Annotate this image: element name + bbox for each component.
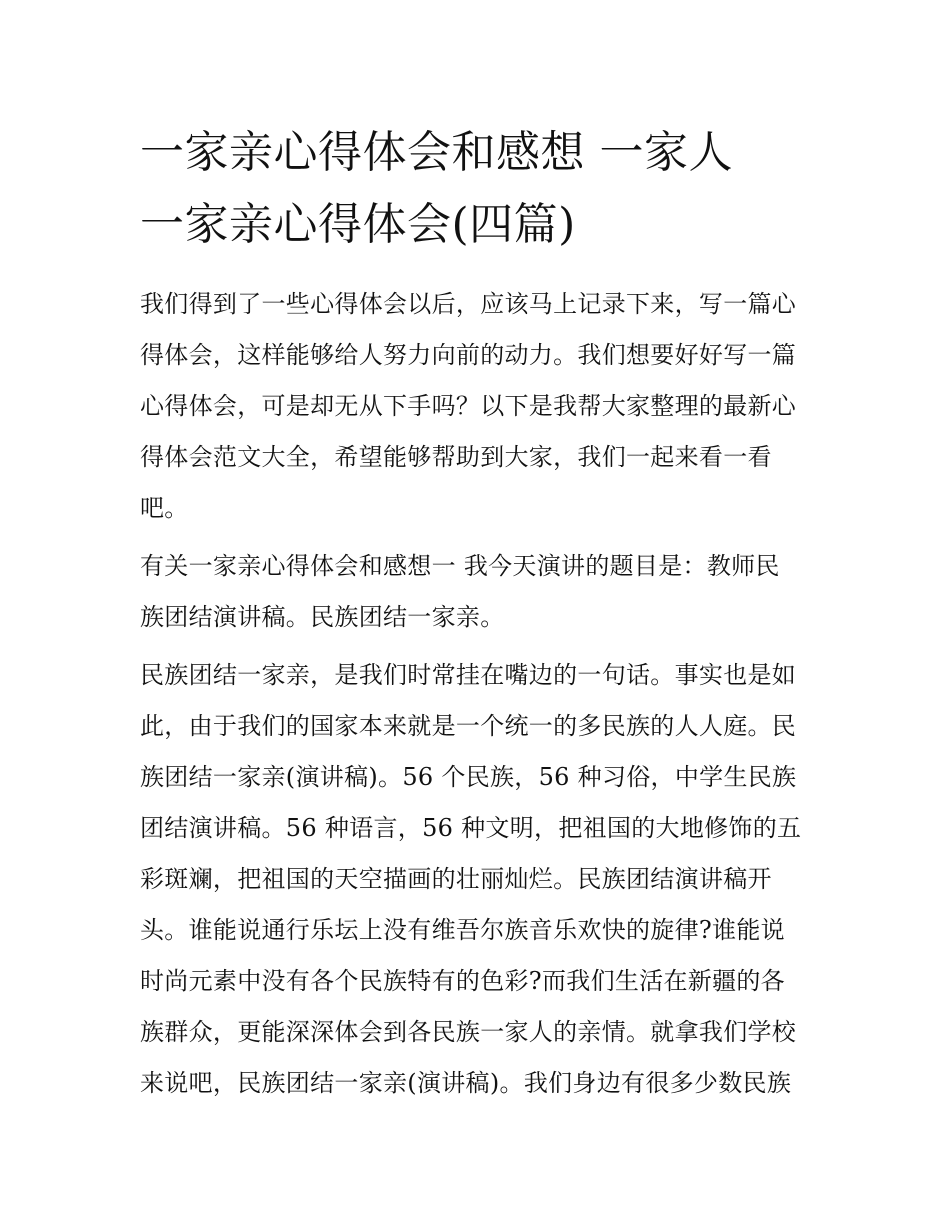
text-line: 得体会范文大全，希望能够帮助到大家，我们一起来看一看 xyxy=(140,443,772,471)
text-line: 族群众，更能深深体会到各民族一家人的亲情。就拿我们学校 xyxy=(140,1018,797,1046)
title-line: 一家亲心得体会和感想 一家人 xyxy=(140,127,733,178)
text-line: 族团结演讲稿。民族团结一家亲。 xyxy=(140,603,505,631)
document-title xyxy=(140,117,830,261)
text-line: 此，由于我们的国家本来就是一个统一的多民族的人人庭。民 xyxy=(140,712,797,740)
paragraph-speech xyxy=(140,650,830,1109)
document-body xyxy=(140,279,830,1116)
text-line: 民族团结一家亲，是我们时常挂在嘴边的一句话。事实也是如 xyxy=(140,661,797,689)
text-line: 吧。 xyxy=(140,494,189,522)
text-line: 团结演讲稿。56 种语言，56 种文明，把祖国的大地修饰的五 xyxy=(140,814,802,842)
text-line: 有关一家亲心得体会和感想一 我今天演讲的题目是：教师民 xyxy=(140,552,780,580)
paragraph-topic xyxy=(140,541,830,643)
text-line: 来说吧，民族团结一家亲(演讲稿)。我们身边有很多少数民族 xyxy=(140,1069,792,1097)
text-line: 我们得到了一些心得体会以后，应该马上记录下来，写一篇心 xyxy=(140,290,797,318)
text-line: 彩斑斓，把祖国的天空描画的壮丽灿烂。民族团结演讲稿开 xyxy=(140,865,772,893)
text-line: 心得体会，可是却无从下手吗？以下是我帮大家整理的最新心 xyxy=(140,392,797,420)
text-line: 头。谁能说通行乐坛上没有维吾尔族音乐欢快的旋律?谁能说 xyxy=(140,916,785,944)
title-line: 一家亲心得体会(四篇) xyxy=(140,199,576,250)
paragraph-intro xyxy=(140,279,830,534)
text-line: 时尚元素中没有各个民族特有的色彩?而我们生活在新疆的各 xyxy=(140,967,785,995)
text-line: 族团结一家亲(演讲稿)。56 个民族，56 种习俗，中学生民族 xyxy=(140,763,797,791)
text-line: 得体会，这样能够给人努力向前的动力。我们想要好好写一篇 xyxy=(140,341,797,369)
